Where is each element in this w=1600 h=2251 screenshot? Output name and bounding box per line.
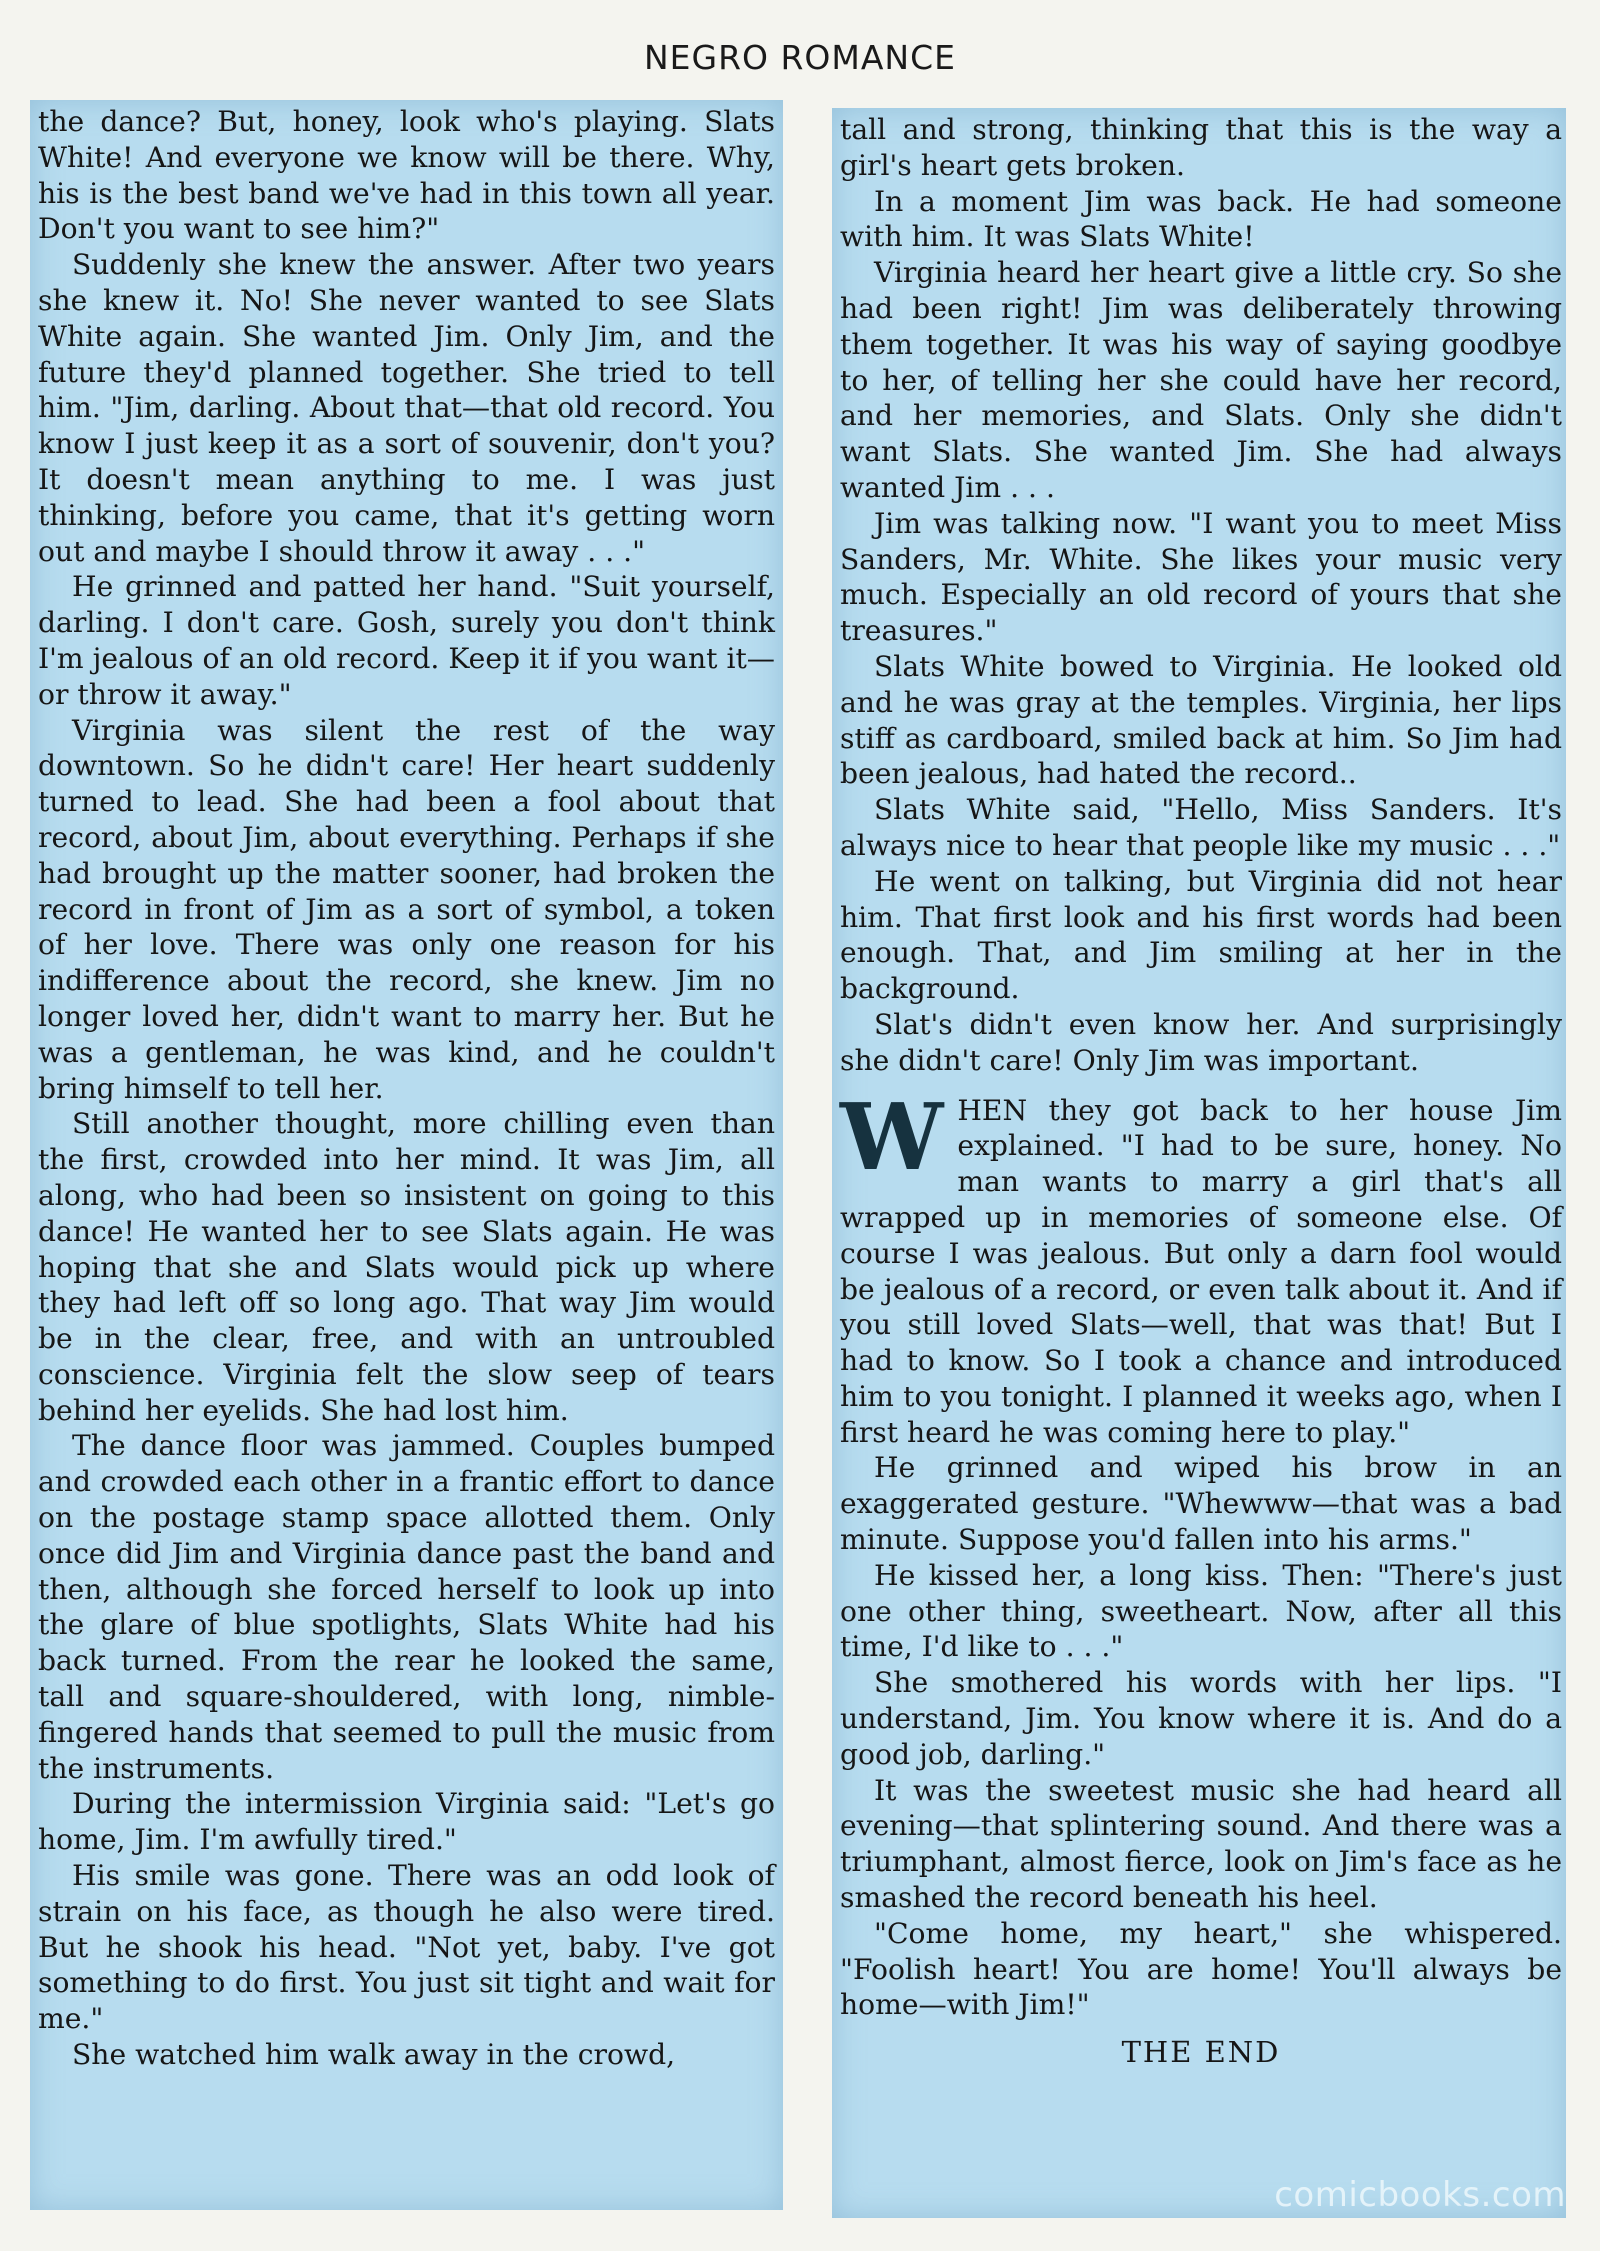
paragraph: "Come home, my heart," she whispered. "Foolish heart! You are home! You'll always be home—with Jim!" [840, 1916, 1562, 2022]
paragraph: In a moment Jim was back. He had someone with him. It was Slats White! [840, 184, 1562, 254]
paragraph: tall and strong, thinking that this is the way a girl's heart gets broken. [840, 113, 1562, 182]
right-text-panel [832, 100, 1566, 2218]
paragraph: She smothered his words with her lips. "I understand, Jim. You know where it is. And do a good job, darling." [840, 1666, 1562, 1771]
paragraph: Jim was talking now. "I want you to meet Miss Sanders, Mr. White. She likes your music very much. Especially an old record of yours that she treasures." [840, 506, 1562, 648]
paragraph: He kissed her, a long kiss. Then: "There's just one other thing, sweetheart. Now, after all this time, I'd like to . . ." [840, 1558, 1562, 1664]
paragraph: He grinned and wiped his brow in an exaggerated gesture. "Whewww—that was a bad minute. Suppose you'd fallen into his arms." [840, 1451, 1562, 1557]
paragraph: She watched him walk away in the crowd, [72, 2038, 676, 2072]
paragraph: During the intermission Virginia said: "Let's go home, Jim. I'm awfully tired." [38, 1787, 775, 1857]
page-title: NEGRO ROMANCE [643, 38, 957, 77]
right-column [832, 108, 1562, 2071]
paragraph: Virginia was silent the rest of the way downtown. So he didn't care! Her heart suddenly turned to lead. She had been a fool about that record, about Jim, about everything. Perhaps if she had brought up the matter sooner, had broken the record in front of Jim as a sort of symbol, a token of her love. There was only one reason for his indifference about the record, she knew. Jim no longer loved her, didn't want to marry her. But he was a gentleman, he was kind, and he couldn't bring himself to tell her. [38, 713, 775, 1105]
paragraph: He grinned and patted her hand. "Suit yourself, darling. I don't care. Gosh, surely you don't think I'm jealous of an old record. Keep it if you want it—or throw it away." [38, 570, 775, 711]
the-end-label: THE END [1121, 2035, 1281, 2070]
watermark: comicbooks.com [1274, 2175, 1566, 2215]
dropcap-paragraph [840, 1082, 1562, 1451]
paragraph: Slats White said, "Hello, Miss Sanders. It's always nice to hear that people like my music . . ." [840, 793, 1562, 862]
dropcap-letter: W [840, 1082, 944, 1191]
paragraph: He went on talking, but Virginia did not hear him. That first look and his first words had been enough. That, and Jim smiling at her in the background. [840, 864, 1562, 1006]
paragraph: It was the sweetest music she had heard all evening—that splintering sound. And there was a triumphant, almost fierce, look on Jim's face as he smashed the record beneath his heel. [840, 1773, 1562, 1915]
paragraph: Virginia heard her heart give a little cry. So she had been right! Jim was deliberately throwing them together. It was his way of saying goodbye to her, of telling her she could have her record, and her memories, and Slats. Only she didn't want Slats. She wanted Jim. She had always wanted Jim . . . [840, 256, 1562, 504]
paragraph: Slat's didn't even know her. And surprisingly she didn't care! Only Jim was important. [840, 1007, 1562, 1077]
paragraph: Still another thought, more chilling even than the first, crowded into her mind. It was Jim, all along, who had been so insistent on going to this dance! He wanted her to see Slats again. He was hoping that she and Slats would pick up where they had left off so long ago. That way Jim would be in the clear, free, and with an untroubled conscience. Virginia felt the slow seep of tears behind her eyelids. She had lost him. [38, 1107, 775, 1427]
paragraph: His smile was gone. There was an odd look of strain on his face, as though he also were tired. But he shook his head. "Not yet, baby. I've got something to do first. You just sit tight and wait for me." [38, 1859, 775, 2036]
left-column [30, 100, 775, 2073]
paragraph: The dance floor was jammed. Couples bumped and crowded each other in a frantic effort to dance on the postage stamp space allotted them. Only once did Jim and Virginia dance past the band and then, although she forced herself to look up into the glare of blue spotlights, Slats White had his back turned. From the rear he looked the same, tall and square-shouldered, with long, nimble-fingered hands that seemed to pull the music from the instruments. [38, 1429, 775, 1785]
dropcap-text: HEN they got back to her house Jim explained. "I had to be sure, honey. No man wants to marry a girl that's all wrapped up in memories of someone else. Of course I was jealous. But only a darn fool would be jealous of a record, or even talk about it. And if you still loved Slats—well, that was that! But I had to know. So I took a chance and introduced him to you tonight. I planned it weeks ago, when I first heard he was coming here to play." [840, 1093, 1562, 1449]
paragraph: the dance? But, honey, look who's playing. Slats White! And everyone we know will be there. Why, his is the best band we've had in this town all year. Don't you want to see him?" [38, 105, 775, 246]
paragraph: Slats White bowed to Virginia. He looked old and he was gray at the temples. Virginia, her lips stiff as cardboard, smiled back at him. So Jim had been jealous, had hated the record.. [840, 649, 1562, 791]
left-text-panel [30, 100, 783, 2210]
paragraph: Suddenly she knew the answer. After two years she knew it. No! She never wanted to see Slats White again. She wanted Jim. Only Jim, and the future they'd planned together. She tried to tell him. "Jim, darling. About that—that old record. You know I just keep it as a sort of souvenir, don't you? It doesn't mean anything to me. I was just thinking, before you came, that it's getting worn out and maybe I should throw it away . . ." [38, 248, 775, 568]
